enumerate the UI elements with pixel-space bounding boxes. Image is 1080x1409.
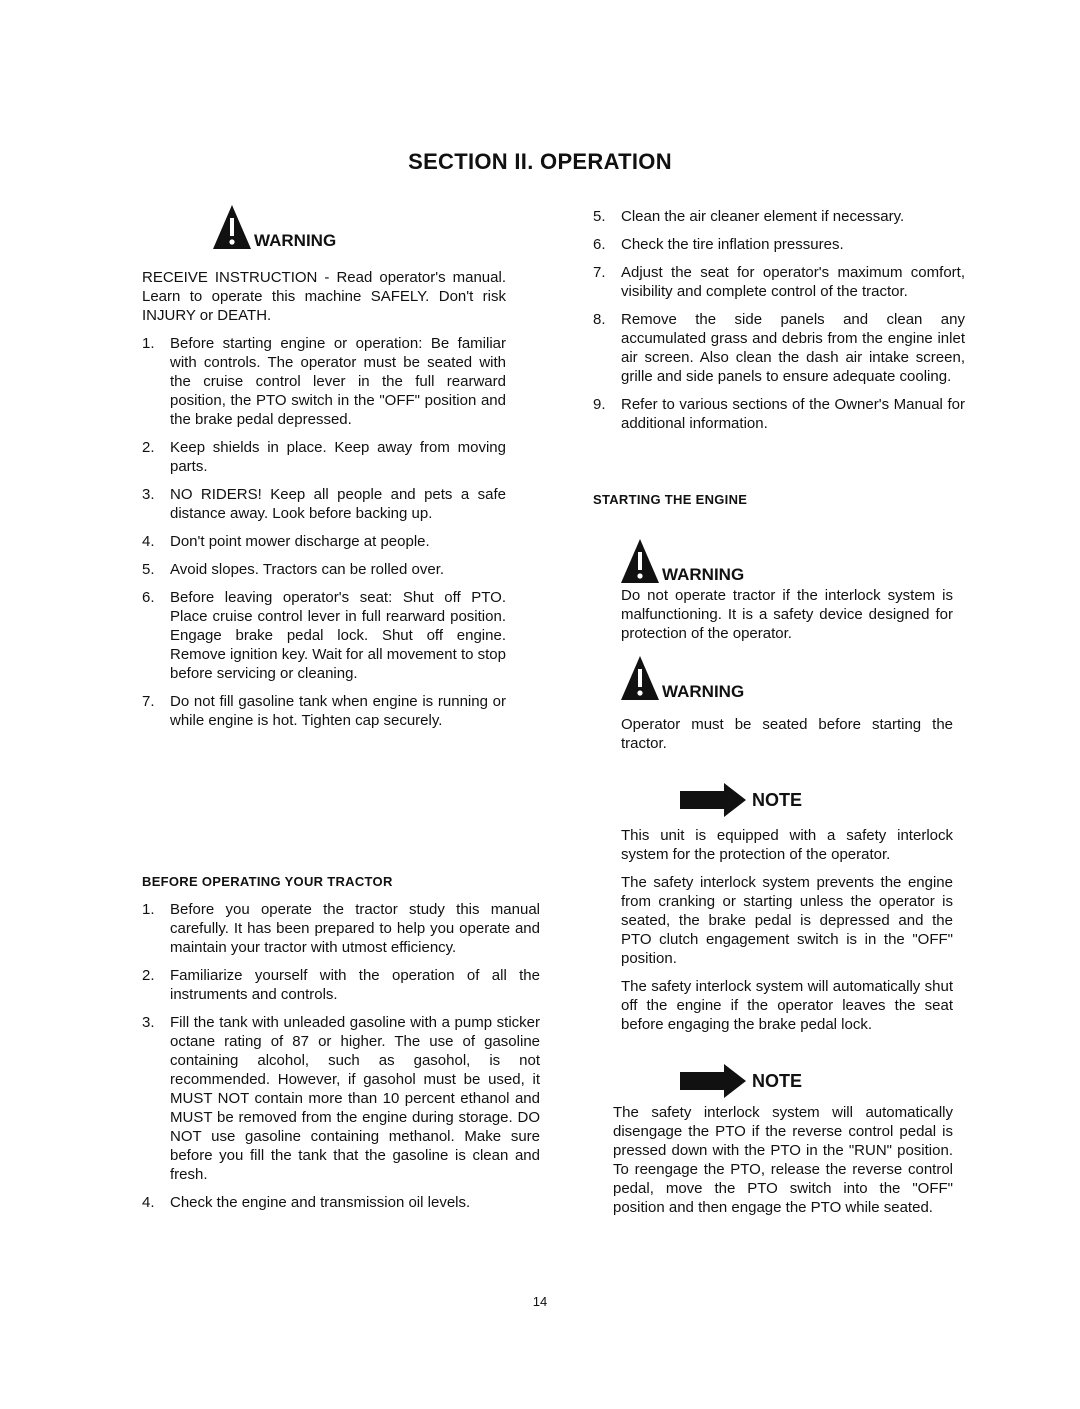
list-item [593, 207, 965, 226]
item-text: Don't point mower discharge at people. [170, 533, 430, 550]
item-number: 1. [142, 335, 155, 352]
note-paragraph: The safety interlock system will automatically shut off the engine if the operator leaves the seat before engaging the brake pedal lock. [621, 978, 953, 1033]
warning-text: Do not operate tractor if the interlock system is malfunctioning. It is a safety device designed for protection of the operator. [621, 587, 953, 642]
left-column [142, 268, 506, 739]
list-item [142, 692, 506, 730]
item-text: Keep shields in place. Keep away from moving parts. [170, 439, 506, 475]
warning-triangle-icon [212, 204, 252, 250]
note-label: NOTE [752, 789, 803, 810]
item-number: 6. [593, 236, 606, 253]
arrow-right-icon [680, 1064, 748, 1098]
warning-header [620, 538, 744, 584]
warning-intro: RECEIVE INSTRUCTION - Read operator's manual. Learn to operate this machine SAFELY. Don't risk INJURY or DEATH. [142, 269, 506, 324]
list-item [142, 485, 506, 523]
warning-header [212, 204, 336, 250]
item-number: 5. [593, 208, 606, 225]
section-title: SECTION II. OPERATION [408, 149, 672, 174]
note-body [621, 826, 953, 1043]
item-number: 3. [142, 486, 155, 503]
page-number: 14 [532, 1294, 548, 1309]
right-column-list [593, 207, 965, 442]
note-body [613, 1103, 953, 1226]
list-item [142, 588, 506, 683]
item-number: 3. [142, 1014, 155, 1031]
arrow-right-icon [680, 783, 748, 817]
item-text: Do not fill gasoline tank when engine is running or while engine is hot. Tighten cap securely. [170, 693, 506, 729]
item-number: 1. [142, 901, 155, 918]
item-text: Remove the side panels and clean any accumulated grass and debris from the engine inlet air screen. Also clean the dash air intake screen, grille and side panels to ensure adequate cooling. [621, 311, 965, 385]
list-item [142, 438, 506, 476]
list-item [593, 310, 965, 386]
item-text: Familiarize yourself with the operation of all the instruments and controls. [170, 967, 540, 1003]
item-number: 2. [142, 439, 155, 456]
item-text: Adjust the seat for operator's maximum comfort, visibility and complete control of the tractor. [621, 264, 965, 300]
warning-text: Operator must be seated before starting the tractor. [621, 716, 953, 752]
list-item [142, 334, 506, 429]
note-label: NOTE [752, 1070, 803, 1091]
starting-engine-section [593, 490, 955, 509]
note-paragraph: The safety interlock system will automatically disengage the PTO if the reverse control pedal is pressed down with the PTO in the "RUN" position. To reengage the PTO, release the reverse control pedal, move the PTO switch into the "OFF" position and then engage the PTO while seated. [613, 1104, 953, 1216]
list-item [142, 1013, 540, 1184]
item-number: 4. [142, 1194, 155, 1211]
note-paragraph: This unit is equipped with a safety interlock system for the protection of the operator. [621, 827, 953, 863]
warning-label: WARNING [662, 565, 745, 584]
item-number: 6. [142, 589, 155, 606]
before-operating-heading: BEFORE OPERATING YOUR TRACTOR [142, 874, 393, 889]
interlock-warning [621, 586, 953, 652]
item-text: Check the engine and transmission oil levels. [170, 1194, 471, 1211]
warning-triangle-icon [620, 538, 660, 584]
item-number: 8. [593, 311, 606, 328]
item-number: 4. [142, 533, 155, 550]
seated-warning [621, 715, 953, 762]
item-number: 7. [142, 693, 155, 710]
warning-label: WARNING [254, 231, 337, 250]
list-item [142, 1193, 540, 1212]
note-paragraph: The safety interlock system prevents the engine from cranking or starting unless the operator is seated, the brake pedal is depressed and the PTO clutch engagement switch is in the "OFF" position. [621, 874, 953, 967]
item-number: 5. [142, 561, 155, 578]
item-text: Avoid slopes. Tractors can be rolled over. [170, 561, 445, 578]
list-item [593, 235, 965, 254]
before-operating-section [142, 872, 540, 1221]
list-item [593, 263, 965, 301]
list-item [142, 532, 506, 551]
list-item [142, 900, 540, 957]
item-number: 2. [142, 967, 155, 984]
warning-triangle-icon [620, 655, 660, 701]
item-text: Before you operate the tractor study this manual carefully. It has been prepared to help you operate and maintain your tractor with utmost efficiency. [170, 901, 540, 956]
item-text: Clean the air cleaner element if necessary. [621, 208, 905, 225]
item-text: NO RIDERS! Keep all people and pets a safe distance away. Look before backing up. [170, 486, 506, 522]
item-text: Before starting engine or operation: Be familiar with controls. The operator must be seated with the cruise control lever in the full rearward position, the PTO switch in the "OFF" position and the brake pedal depressed. [170, 335, 506, 428]
list-item [142, 966, 540, 1004]
item-text: Fill the tank with unleaded gasoline with a pump sticker octane rating of 87 or higher. The use of gasoline containing alcohol, such as gasohol, is not recommended. However, if gasohol must be used, it MUST NOT contain more than 10 percent ethanol and MUST be removed from the engine during storage. DO NOT use gasoline containing methanol. Make sure before you fill the tank that the gasoline is clean and fresh. [170, 1014, 540, 1183]
list-item [593, 395, 965, 433]
item-text: Check the tire inflation pressures. [621, 236, 844, 253]
item-number: 7. [593, 264, 606, 281]
item-text: Refer to various sections of the Owner's Manual for additional information. [621, 396, 965, 432]
warning-header [620, 655, 744, 701]
warning-label: WARNING [662, 682, 745, 701]
note-header [680, 783, 802, 817]
item-number: 9. [593, 396, 606, 413]
note-header [680, 1064, 802, 1098]
item-text: Before leaving operator's seat: Shut off PTO. Place cruise control lever in full rearward position. Engage brake pedal lock. Shut off engine. Remove ignition key. Wait for all movement to stop before servicing or cleaning. [170, 589, 506, 682]
list-item [142, 560, 506, 579]
starting-engine-heading: STARTING THE ENGINE [593, 492, 748, 507]
